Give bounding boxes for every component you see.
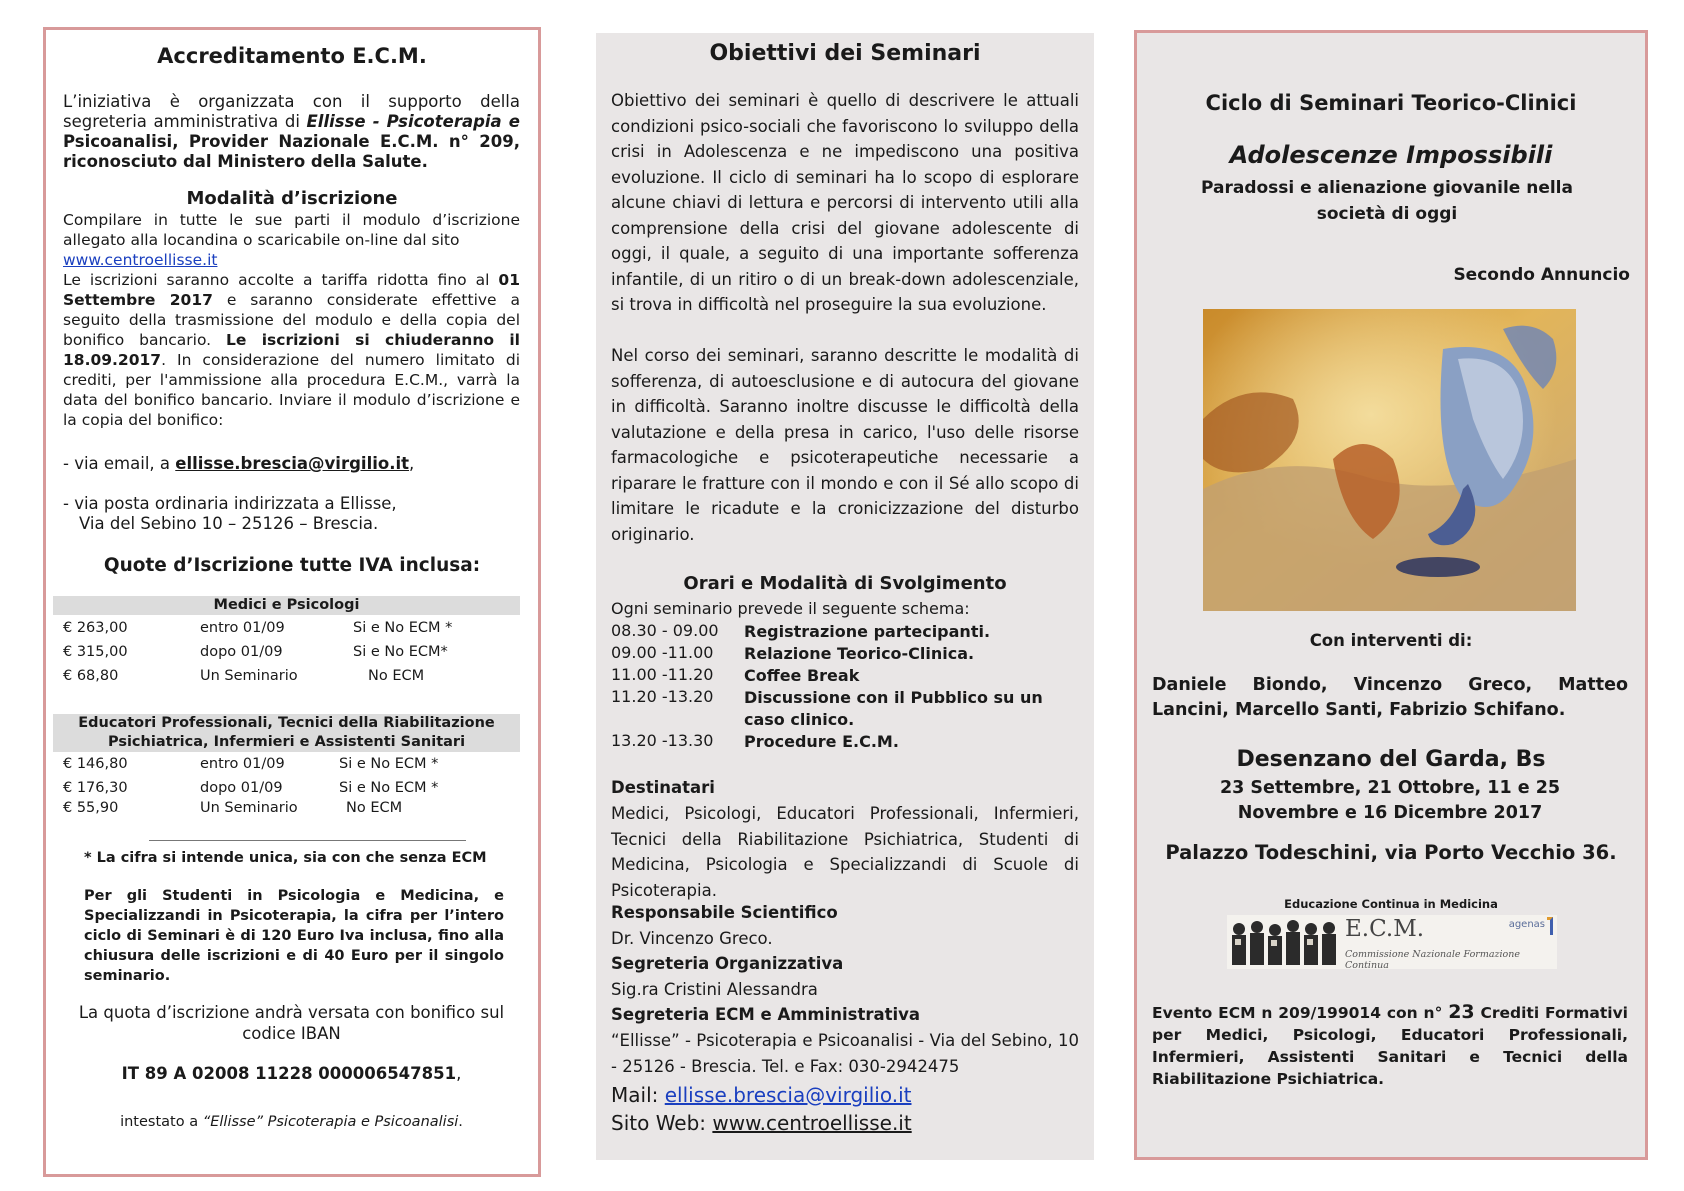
event-dates: 23 Settembre, 21 Ottobre, 11 e 25 Novembre e 16 Dicembre 2017 — [1219, 778, 1561, 823]
modalita-text: Compilare in tutte le sue parti il modulo d’iscrizione allegato alla locandina o scaricabile on-line dal sito www.centroellisse.it Le iscrizioni saranno accolte a tariffa ridotta fino al 01 Settembre 2017 e saranno considerate effettive a seguito della trasmissione del modulo e della copia del bonifico bancario. Le iscrizioni si chiuderanno il 18.09.2017. In considerazione del numero limitato di crediti, per l'ammissione alla procedura E.C.M., varrà la data del bonifico bancario. Inviare il modulo d’iscrizione e la copia del bonifico: — [63, 211, 520, 429]
ecm-logo — [1227, 915, 1557, 969]
cycle-title: Ciclo di Seminari Teorico-Clinici — [1205, 91, 1577, 115]
scientific-lead: Dr. Vincenzo Greco. — [611, 929, 773, 948]
speakers-label: Con interventi di: — [1309, 631, 1473, 650]
fees-group1-header: Medici e Psicologi — [53, 596, 520, 615]
post-address: - via posta ordinaria indirizzata a Ellisse, Via del Sebino 10 – 25126 – Brescia. — [63, 494, 397, 533]
website-line: Sito Web: www.centroellisse.it — [611, 1111, 912, 1135]
mail-link[interactable]: ellisse.brescia@virgilio.it — [664, 1083, 912, 1107]
schedule-row: 08.30 - 09.00 Registrazione partecipanti. — [611, 621, 991, 641]
fee-row: € 55,90 Un Seminario No ECM — [63, 800, 403, 816]
fees-title: Quote d’Iscrizione tutte IVA inclusa: — [103, 555, 481, 576]
admin-secretary: “Ellisse” - Psicoterapia e Psicoanalisi - Via del Sebino, 10 - 25126 - Brescia. Tel. e Fax: 030-2942475 — [611, 1031, 1079, 1076]
website-link[interactable]: www.centroellisse.it — [712, 1111, 912, 1135]
event-venue: Palazzo Todeschini, via Porto Vecchio 36. — [1165, 841, 1617, 864]
fee-note: * La cifra si intende unica, sia con che senza ECM — [84, 850, 487, 866]
ecm-logo-caption: Educazione Continua in Medicina — [1284, 897, 1498, 911]
objectives-title: Obiettivi dei Seminari — [709, 41, 981, 66]
email-link[interactable]: ellisse.brescia@virgilio.it — [175, 454, 410, 473]
email-line: - via email, a ellisse.brescia@virgilio.it, — [63, 454, 415, 473]
site-link[interactable]: www.centroellisse.it — [63, 251, 218, 269]
schedule-row: 13.20 -13.30 Procedure E.C.M. — [611, 731, 899, 751]
modalita-title: Modalità d’iscrizione — [186, 188, 398, 209]
objectives-panel — [596, 33, 1094, 1160]
schedule-row: 11.00 -11.20 Coffee Break — [611, 665, 860, 685]
students-note: Per gli Studenti in Psicologia e Medicina, e Specializzandi in Psicoterapia, la cifra per l’intero ciclo di Seminari è di 120 Euro Iva inclusa, fino alla chiusura delle iscrizioni e di 40 Euro per il singolo seminario. — [84, 888, 504, 984]
fees-group2-header: Educatori Professionali, Tecnici della Riabilitazione Psichiatrica, Infermieri e Assistenti Sanitari — [53, 714, 520, 752]
schedule-row: 09.00 -11.00 Relazione Teorico-Clinica. — [611, 643, 975, 663]
event-subtitle: Paradossi e alienazione giovanile nella società di oggi — [1201, 178, 1573, 224]
intro-text: L’iniziativa è organizzata con il supporto della segreteria amministrativa di Ellisse - Psicoterapia e Psicoanalisi, Provider Nazionale E.C.M. n° 209, riconosciuto dal Ministero della Salute. — [63, 92, 520, 171]
destinatari-text: Medici, Psicologi, Educatori Professionali, Infermieri, Tecnici della Riabilitazione Psichiatrica, Studenti di Medicina, Psicologia e Specializzandi di Scuole di Psicoterapia. — [611, 804, 1079, 900]
cover-panel — [1134, 30, 1648, 1160]
fee-row: € 68,80 Un Seminario No ECM — [63, 668, 425, 684]
announcement: Secondo Annuncio — [1453, 265, 1630, 285]
fee-row: € 263,00 entro 01/09 Si e No ECM * — [63, 620, 453, 636]
mail-line: Mail: ellisse.brescia@virgilio.it — [611, 1083, 912, 1107]
admin-secretary-label: Segreteria ECM e Amministrativa — [611, 1005, 921, 1024]
account-holder: intestato a “Ellisse” Psicoterapia e Psicoanalisi. — [120, 1114, 463, 1130]
accreditation-title: Accreditamento E.C.M. — [157, 44, 427, 68]
destinatari-label: Destinatari — [611, 778, 715, 797]
schedule-title: Orari e Modalità di Svolgimento — [683, 573, 1007, 594]
org-secretary-label: Segreteria Organizzativa — [611, 954, 844, 973]
agenas-mark-icon — [1547, 917, 1553, 935]
speakers-list: Daniele Biondo, Vincenzo Greco, Matteo Lancini, Marcello Santi, Fabrizio Schifano. — [1152, 675, 1628, 720]
iban-intro: La quota d’iscrizione andrà versata con bonifico sul codice IBAN — [78, 1003, 505, 1043]
accreditation-panel — [43, 27, 541, 1177]
adolescent-painting — [1203, 309, 1576, 611]
schedule-intro: Ogni seminario prevede il seguente schema: — [611, 599, 970, 618]
divider — [149, 840, 466, 841]
fee-row: € 315,00 dopo 01/09 Si e No ECM* — [63, 644, 448, 660]
objectives-paragraph-2: Nel corso dei seminari, saranno descritte le modalità di sofferenza, di autoesclusione e di autocura del giovane in difficoltà. Saranno inoltre discusse le difficoltà della valutazione e della presa in carico, l'uso delle risorse farmacologiche e psicoterapeutiche necessarie a riparare le fratture con il mondo e con il Sé allo scopo di limitare le ricadute e la cronicizzazione del disturbo originario. — [611, 346, 1079, 544]
iban-code: IT 89 A 02008 11228 000006547851 — [121, 1064, 457, 1083]
schedule-row: 11.20 -13.20 Discussione con il Pubblico su un caso clinico. — [611, 687, 1043, 729]
schedule — [611, 599, 1081, 753]
org-secretary: Sig.ra Cristini Alessandra — [611, 980, 818, 999]
fee-row: € 146,80 entro 01/09 Si e No ECM * — [63, 756, 439, 772]
ecm-logo-text: E.C.M. — [1345, 916, 1425, 942]
scientific-lead-label: Responsabile Scientifico — [611, 903, 838, 922]
ecm-credits: Evento ECM n 209/199014 con n° 23 Crediti Formativi per Medici, Psicologi, Educatori Professionali, Infermieri, Assistenti Sanitari e Tecnici della Riabilitazione Psichiatrica. — [1152, 1001, 1628, 1088]
event-city: Desenzano del Garda, Bs — [1236, 747, 1546, 772]
objectives-paragraph-1: Obiettivo dei seminari è quello di descrivere le attuali condizioni psico-sociali che favoriscono lo sviluppo della crisi in Adolescenza e ne impediscono una positiva evoluzione. Il ciclo di seminari ha lo scopo di esplorare alcune chiavi di lettura e percorsi di intervento utili alla comprensione della crisi del giovane adolescente di oggi, il quale, a seguito di una importante sofferenza infantile, di un ritiro o di un break-down adolescenziale, si trova in difficoltà nel proseguire la sua evoluzione. — [611, 91, 1079, 314]
iban-line: IT 89 A 02008 11228 000006547851, — [121, 1064, 462, 1083]
agenas-logo: agenas — [1508, 919, 1545, 930]
painting-image — [1203, 309, 1576, 611]
event-title: Adolescenze Impossibili — [1229, 141, 1553, 169]
ecm-commission-text: Commissione Nazionale Formazione Continua — [1345, 949, 1521, 969]
fee-row: € 176,30 dopo 01/09 Si e No ECM * — [63, 780, 439, 796]
